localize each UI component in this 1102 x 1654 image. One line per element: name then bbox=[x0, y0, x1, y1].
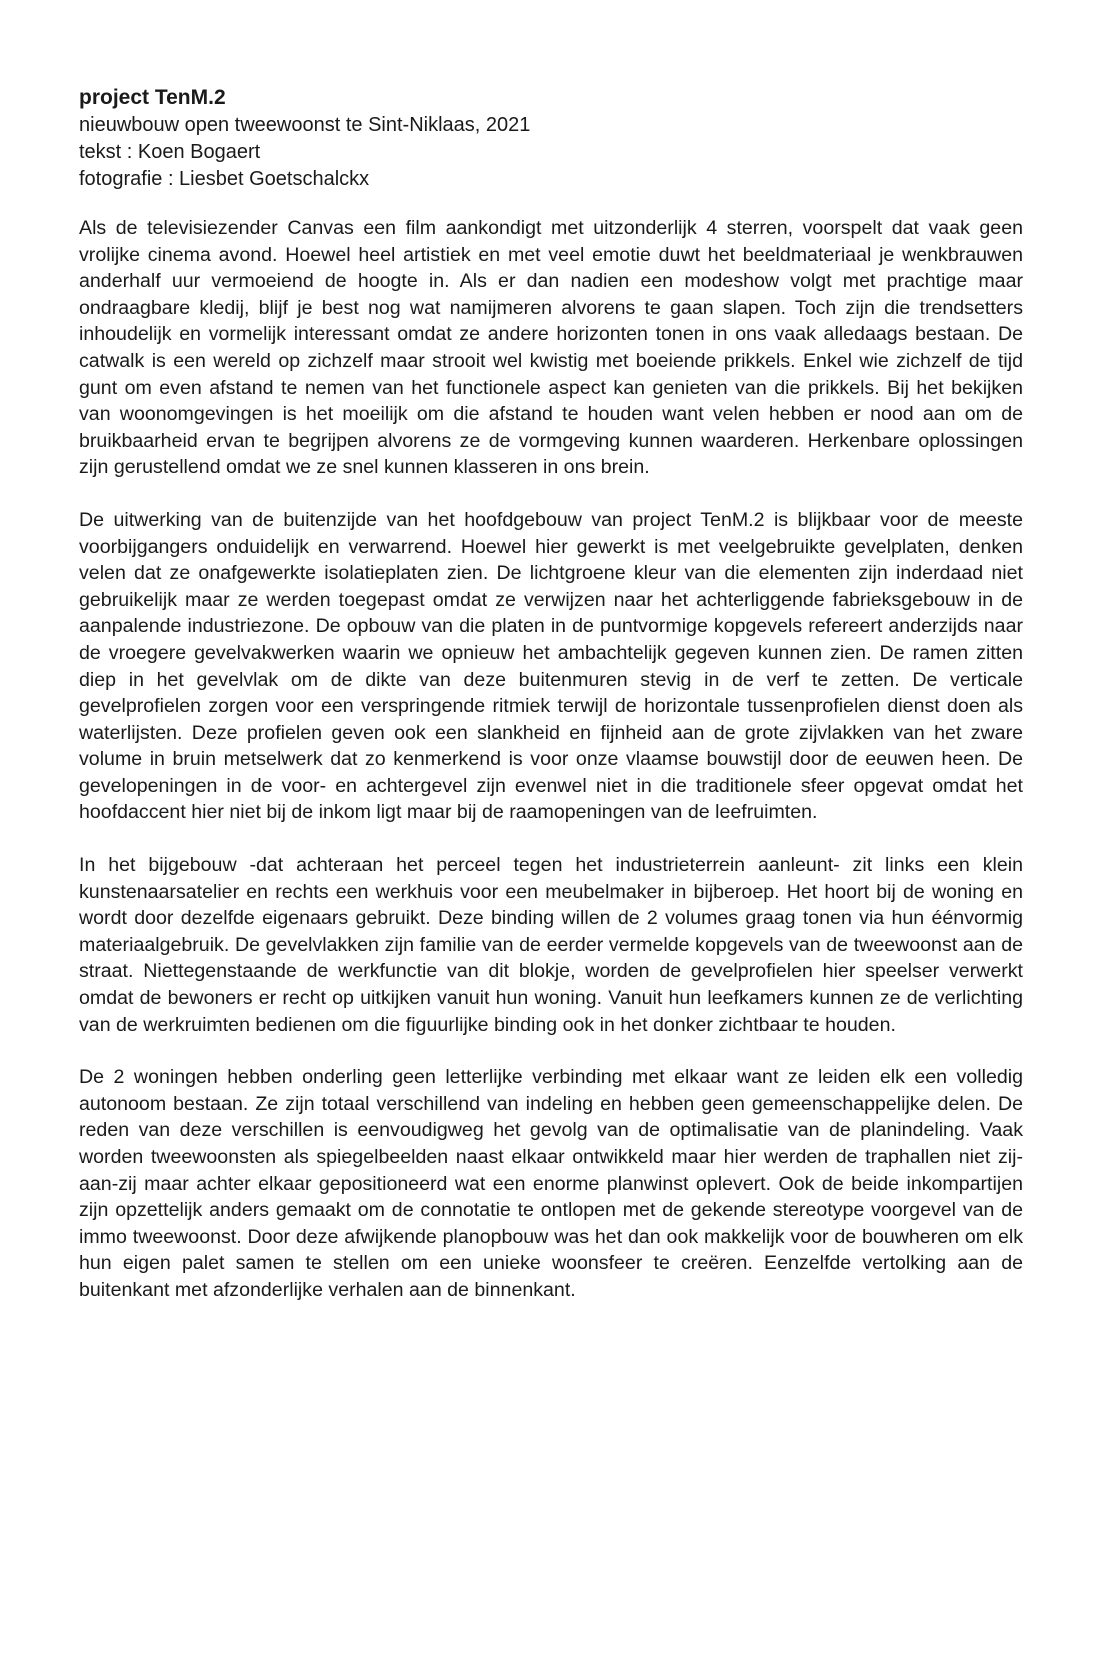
project-subtitle: nieuwbouw open tweewoonst te Sint-Niklaas, 2021 bbox=[79, 114, 531, 136]
photo-credit: fotografie : Liesbet Goetschalckx bbox=[79, 168, 370, 190]
project-title: project TenM.2 bbox=[79, 86, 226, 109]
paragraph-4: De 2 woningen hebben onderling geen letterlijke verbinding met elkaar want ze leiden elk een volledig autonoom bestaan. Ze zijn totaal verschillend van indeling en hebben geen gemeenschappelijke delen. De reden van deze verschillen is eenvoudigweg het gevolg van de optimalisatie van de planindeling. Vaak worden tweewoonsten als spiegelbeelden naast elkaar ontwikkeld maar hier werden de traphallen niet zij-aan-zij maar achter elkaar gepositioneerd wat een enorme planwinst oplevert. Ook de beide inkompartijen zijn opzettelijk anders gemaakt om de connotatie te ontlopen met de gekende stereotype voorgevel van de immo tweewoonst. Door deze afwijkende planopbouw was het dan ook makkelijk voor de bouwheren om elk hun eigen palet samen te stellen om een unieke woonsfeer te creëren. Eenzelfde vertolking aan de buitenkant met afzonderlijke verhalen aan de binnenkant. bbox=[79, 1066, 1023, 1301]
paragraph-2: De uitwerking van de buitenzijde van het hoofdgebouw van project TenM.2 is blijkbaar voor de meeste voorbijgangers onduidelijk en verwarrend. Hoewel hier gewerkt is met veelgebruikte gevelplaten, denken velen dat ze onafgewerkte isolatieplaten zien. De lichtgroene kleur van die elementen zijn inderdaad niet gebruikelijk maar ze werden toegepast omdat ze verwijzen naar het achterliggende fabrieksgebouw in de aanpalende industriezone. De opbouw van die platen in de puntvormige kopgevels refereert anderzijds naar de vroegere gevelvakwerken waarin we opnieuw het ambachtelijk gegeven kunnen zien. De ramen zitten diep in het gevelvlak om de dikte van deze buitenmuren stevig in de verf te zetten. De verticale gevelprofielen zorgen voor een verspringende ritmiek terwijl de horizontale tussenprofielen dienst doen als waterlijsten. Deze profielen geven ook een slankheid en fijnheid aan de grote zijvlakken van het zware volume in bruin metselwerk dat zo kenmerkend is voor onze vlaamse bouwstijl door de eeuwen heen. De gevelopeningen in de voor- en achtergevel zijn evenwel niet in die traditionele sfeer opgevat omdat het hoofdaccent hier niet bij de inkom ligt maar bij de raamopeningen van de leefruimten. bbox=[79, 508, 1023, 824]
text-credit: tekst : Koen Bogaert bbox=[79, 141, 261, 163]
paragraph-1: Als de televisiezender Canvas een film aankondigt met uitzonderlijk 4 sterren, voorspelt dat vaak geen vrolijke cinema avond. Hoewel heel artistiek en met veel emotie duwt het beeldmateriaal je wenkbrauwen anderhalf uur vermoeiend de hoogte in. Als er dan nadien een modeshow volgt met prachtige maar ondraagbare kledij, blijf je best nog wat namijmeren alvorens te gaan slapen. Toch zijn die trendsetters inhoudelijk en vormelijk interessant omdat ze andere horizonten tonen in ons vaak alledaags bestaan. De catwalk is een wereld op zichzelf maar strooit wel kwistig met boeiende prikkels. Enkel wie zichzelf de tijd gunt om even afstand te nemen van het functionele aspect kan genieten van die prikkels. Bij het bekijken van woonomgevingen is het moeilijk om die afstand te houden want velen hebben er nood aan om de bruikbaarheid ervan te begrijpen alvorens ze de vormgeving kunnen waarderen. Herkenbare oplossingen zijn gerustellend omdat we ze snel kunnen klasseren in ons brein. bbox=[79, 217, 1023, 479]
document-header bbox=[79, 84, 1023, 193]
paragraph-3: In het bijgebouw -dat achteraan het perceel tegen het industrieterrein aanleunt- zit links een klein kunstenaarsatelier en rechts een werkhuis voor een meubelmaker in bijberoep. Het hoort bij de woning en wordt door dezelfde eigenaars gebruikt. Deze binding willen de 2 volumes graag tonen via hun éénvormig materiaalgebruik. De gevelvlakken zijn familie van de eerder vermelde kopgevels van de tweewoonst aan de straat. Niettegenstaande de werkfunctie van dit blokje, worden de gevelprofielen hier speelser verwerkt omdat de bewoners er recht op uitkijken vanuit hun woning. Vanuit hun leefkamers kunnen ze de verlichting van de werkruimten bedienen om die figuurlijke binding ook in het donker zichtbaar te houden. bbox=[79, 854, 1023, 1036]
document-page bbox=[79, 84, 1023, 1330]
